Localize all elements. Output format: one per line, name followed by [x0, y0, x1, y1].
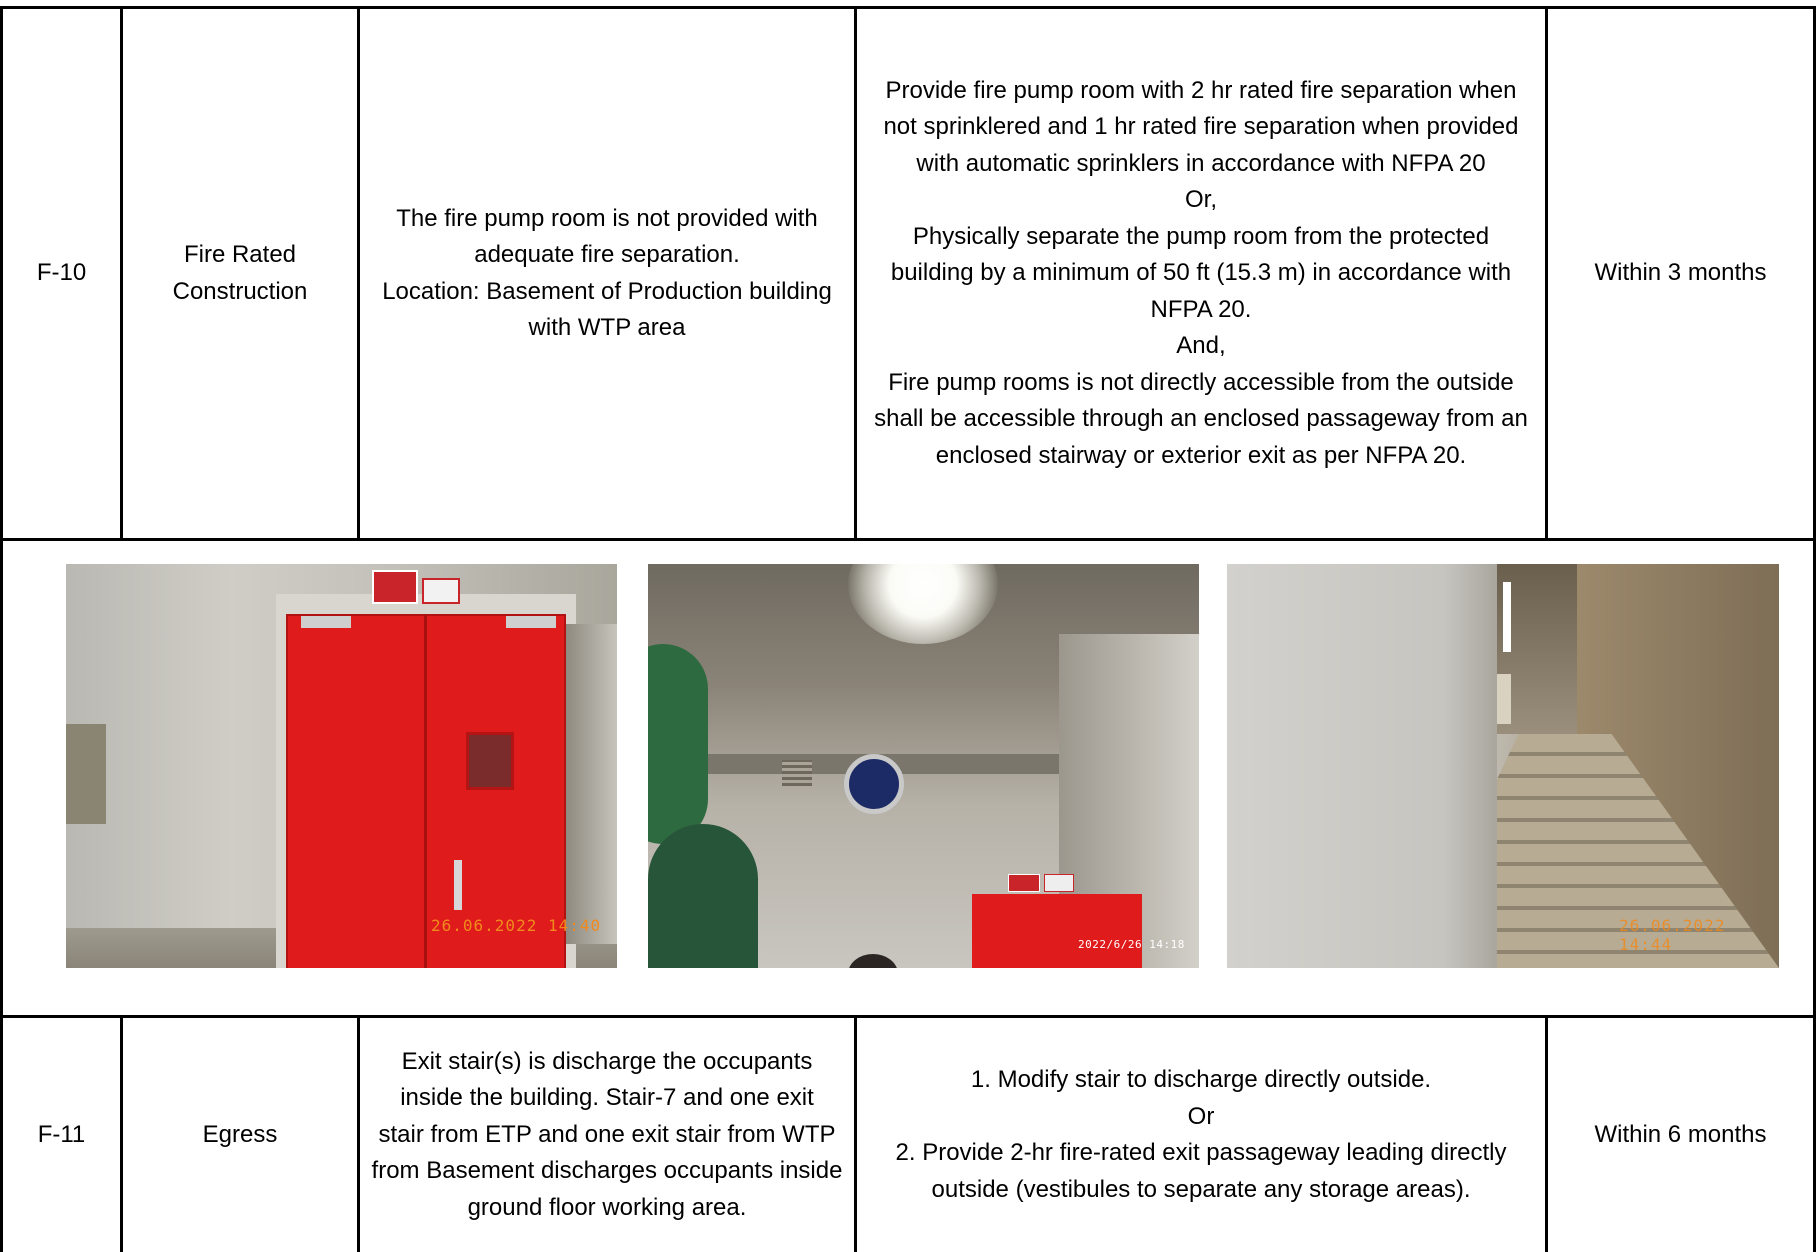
observation-line: Location: Basement of Production building — [382, 277, 832, 305]
row-f10-timeline — [1548, 9, 1813, 538]
photo-timestamp: 26.06.2022 14:40 — [431, 916, 602, 935]
observation-line: ground floor working area. — [467, 1193, 747, 1221]
timeline-value: Within 6 months — [1594, 1120, 1767, 1148]
recommendation-line: building by a minimum of 50 ft (15.3 m) in accordance with — [890, 259, 1512, 287]
observation-line: with WTP area — [528, 314, 686, 341]
photo-pump-room-ceiling — [648, 564, 1199, 968]
recommendation-line: 1. Modify stair to discharge directly outside. — [970, 1066, 1432, 1093]
recommendation-line: shall be accessible through an enclosed passageway from an — [874, 405, 1528, 433]
observation-line: inside the building. Stair-7 and one exit — [400, 1084, 814, 1112]
recommendation-line: Or, — [1184, 186, 1217, 214]
observation-line: stair from ETP and one exit stair from WTP — [378, 1120, 836, 1148]
finding-id: F-11 — [37, 1120, 86, 1148]
row-divider-f10-photos — [0, 538, 1816, 541]
row-f10-recommendation — [857, 9, 1545, 538]
recommendation-line: with automatic sprinklers in accordance with NFPA 20 — [916, 149, 1486, 177]
observation-line: from Basement discharges occupants inside — [371, 1157, 843, 1185]
category-line: Egress — [202, 1120, 278, 1148]
row-f10-id — [3, 9, 120, 538]
recommendation-line: enclosed stairway or exterior exit as per NFPA 20. — [935, 441, 1467, 469]
photo-timestamp: 26.06.2022 14:44 — [1619, 916, 1726, 954]
category-line: Fire Rated — [183, 241, 297, 268]
timeline-value: Within 3 months — [1594, 259, 1767, 287]
photo-timestamp: 2022/6/26 14:18 — [1078, 938, 1185, 951]
photo-fire-door — [66, 564, 617, 968]
recommendation-line: Provide fire pump room with 2 hr rated fire separation when — [885, 76, 1517, 104]
observation-line: The fire pump room is not provided with — [396, 204, 818, 232]
row-f11-id — [3, 1018, 120, 1252]
recommendation-line: not sprinklered and 1 hr rated fire separation when provided — [883, 113, 1519, 141]
recommendation-line: Or — [1187, 1102, 1215, 1130]
recommendation-line: Physically separate the pump room from the protected — [912, 222, 1490, 250]
recommendation-line: 2. Provide 2-hr fire-rated exit passageway leading directly — [895, 1139, 1507, 1166]
category-line: Construction — [172, 277, 308, 305]
row-f11-timeline — [1548, 1018, 1813, 1252]
recommendation-line: And, — [1176, 332, 1226, 360]
recommendation-line: NFPA 20. — [1150, 295, 1252, 323]
observation-line: Exit stair(s) is discharge the occupants — [401, 1047, 813, 1075]
row-f10-observation — [360, 9, 854, 538]
row-f11-recommendation — [857, 1018, 1545, 1252]
row-f11-observation — [360, 1018, 854, 1252]
recommendation-line: Fire pump rooms is not directly accessible from the outside — [888, 368, 1514, 396]
photo-stairway — [1227, 564, 1779, 968]
finding-id: F-10 — [36, 259, 87, 287]
row-f11-category — [123, 1018, 357, 1252]
recommendation-line: outside (vestibules to separate any storage areas). — [931, 1175, 1471, 1203]
row-f10-category — [123, 9, 357, 538]
observation-line: adequate fire separation. — [474, 241, 740, 268]
